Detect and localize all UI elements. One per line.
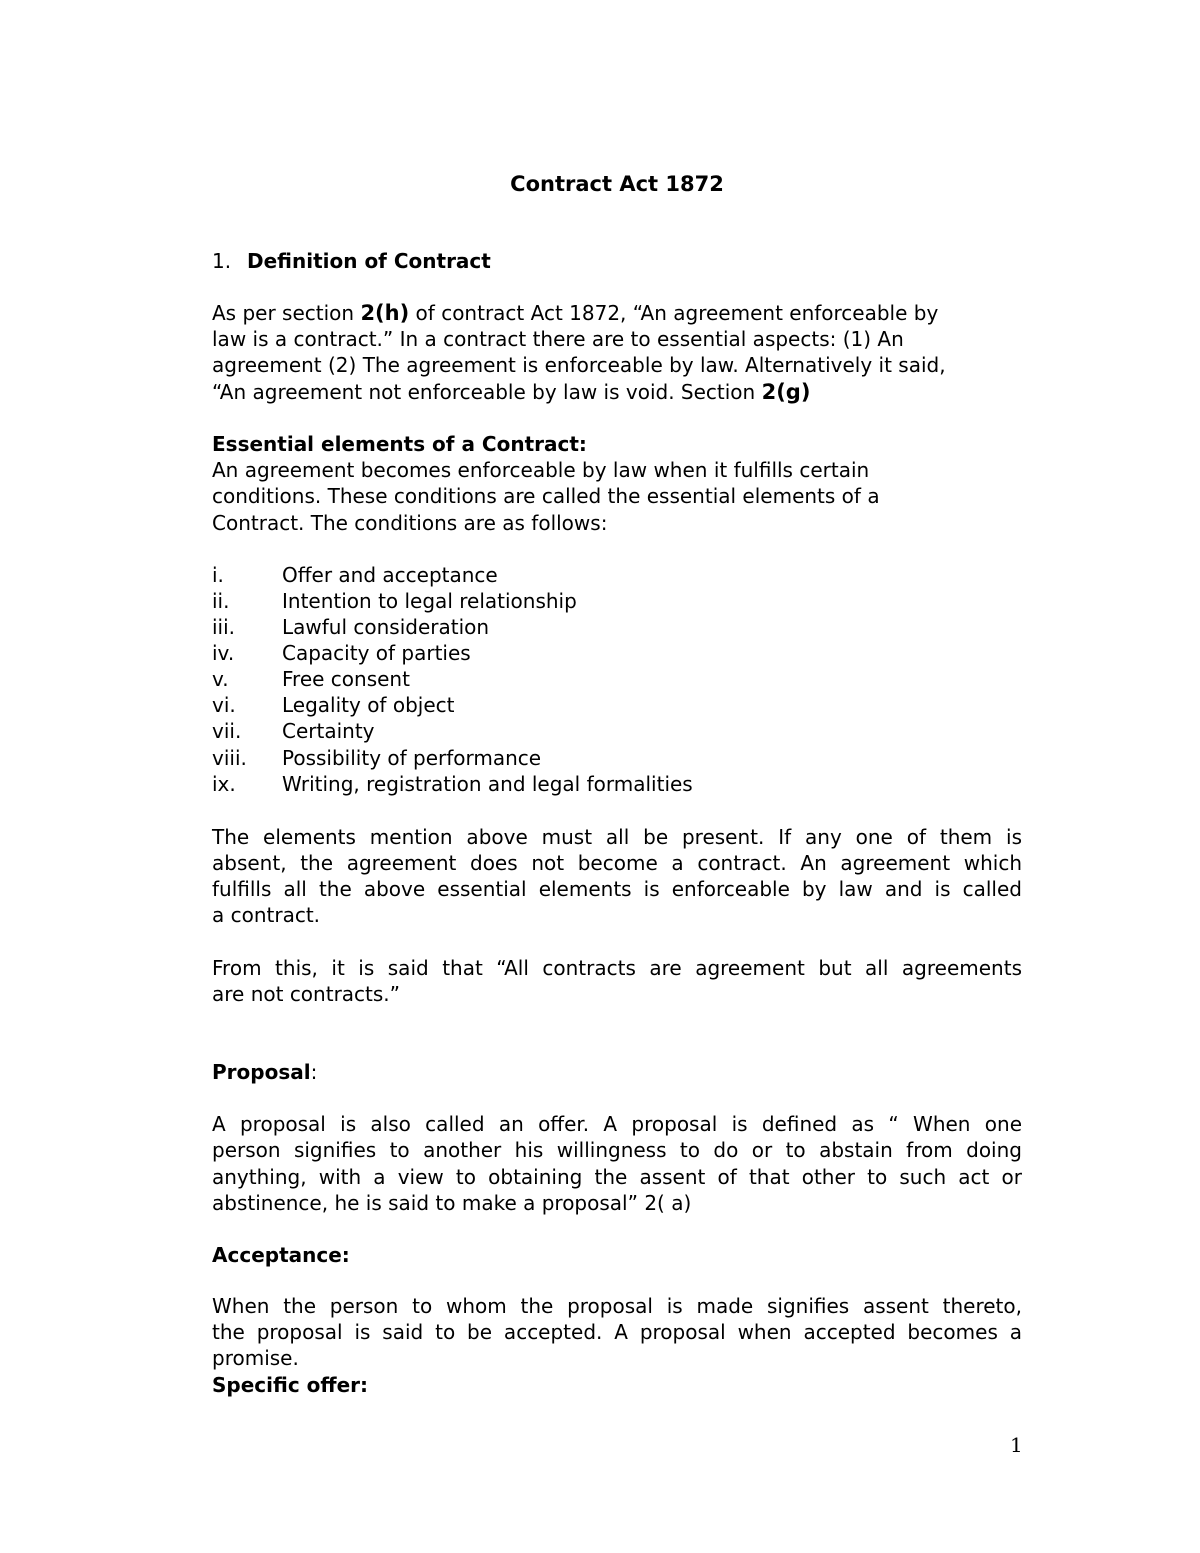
acceptance-line-2: the proposal is said to be accepted. A proposal when accepted becomes a [212,1320,1022,1344]
section-heading: Definition of Contract [247,249,491,273]
list-item: Possibility of performance [282,746,542,770]
page-number: 1 [1010,1433,1023,1457]
acceptance-line-3: promise. [212,1346,299,1370]
section-number: 1. [212,249,232,273]
document-title: Contract Act 1872 [510,172,724,196]
proposal-heading-line [212,1059,317,1085]
proposal-line-2: person signifies to another his willingness to do or to abstain from doing [212,1138,1022,1162]
acceptance-line-1: When the person to whom the proposal is made signifies assent thereto, [212,1294,1022,1318]
proposal-line-3: anything, with a view to obtaining the assent of that other to such act or [212,1165,1022,1189]
list-item-number: viii. [212,746,247,770]
definition-line-3: agreement (2) The agreement is enforceable by law. Alternatively it said, [212,353,946,377]
essential-line-1: An agreement becomes enforceable by law when it fulfills certain [212,458,870,482]
from-this-line-1: From this, it is said that “All contracts are agreement but all agreements [212,956,1022,980]
list-item: Capacity of parties [282,641,471,665]
specific-offer-heading: Specific offer: [212,1373,369,1397]
from-this-line-2: are not contracts.” [212,982,401,1006]
definition-line-4 [212,379,810,405]
elements-para-line-3: fulfills all the above essential elements is enforceable by law and is called [212,877,1022,901]
acceptance-heading: Acceptance: [212,1243,350,1267]
proposal-heading: Proposal [212,1060,311,1084]
list-item-number: ix. [212,772,236,796]
proposal-heading-colon: : [310,1060,318,1084]
list-item: Offer and acceptance [282,563,498,587]
list-item-number: v. [212,667,229,691]
proposal-line-1: A proposal is also called an offer. A proposal is defined as “ When one [212,1112,1022,1136]
list-item-number: iii. [212,615,236,639]
list-item: Lawful consideration [282,615,490,639]
proposal-line-4: abstinence, he is said to make a proposal” 2( a) [212,1191,692,1215]
elements-para-line-4: a contract. [212,903,321,927]
list-item: Certainty [282,719,375,743]
definition-line-2: law is a contract.” In a contract there are to essential aspects: (1) An [212,327,904,351]
essential-elements-heading: Essential elements of a Contract: [212,432,587,456]
definition-line-4-pre: “An agreement not enforceable by law is void. Section [212,380,762,404]
list-item: Free consent [282,667,410,691]
elements-para-line-1: The elements mention above must all be present. If any one of them is [212,825,1022,849]
list-item-number: i. [212,563,224,587]
elements-para-line-2: absent, the agreement does not become a contract. An agreement which [212,851,1022,875]
list-item: Legality of object [282,693,455,717]
list-item: Intention to legal relationship [282,589,577,613]
list-item-number: vii. [212,719,242,743]
list-item: Writing, registration and legal formalities [282,772,693,796]
essential-line-3: Contract. The conditions are as follows: [212,511,608,535]
list-item-number: ii. [212,589,230,613]
definition-line-1-post: of contract Act 1872, “An agreement enforceable by [409,301,939,325]
essential-line-2: conditions. These conditions are called the essential elements of a [212,484,880,508]
section-ref-2h: 2(h) [360,301,410,325]
list-item-number: vi. [212,693,236,717]
section-ref-2g: 2(g) [761,380,811,404]
list-item-number: iv. [212,641,235,665]
definition-line-1 [212,300,938,326]
definition-line-1-pre: As per section [212,301,361,325]
